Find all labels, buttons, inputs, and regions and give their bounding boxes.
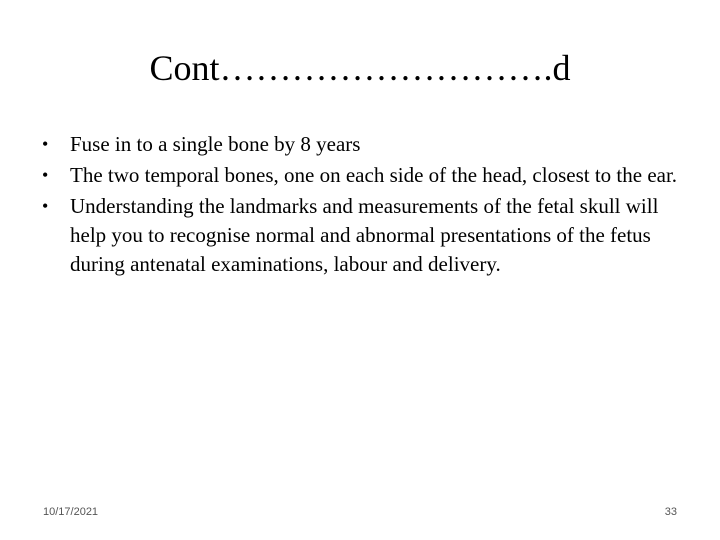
bullet-icon: • [42,134,49,154]
bullet-item-1 [40,130,680,159]
bullet-text: Fuse in to a single bone by 8 years [70,132,361,156]
bullet-text: The two temporal bones, one on each side of the head, closest to the ear. [70,163,678,187]
bullet-item-2 [40,161,680,190]
footer-date: 10/17/2021 [43,506,99,518]
footer-page-number: 33 [664,506,677,518]
slide-title: Cont……………………….d [149,48,571,88]
bullet-text: Understanding the landmarks and measurements of the fetal skull will help you to recognise normal and abnormal presentations of the fetus during antenatal examinations, labour and delivery. [70,194,659,276]
bullet-list [40,130,680,281]
bullet-icon: • [42,196,49,216]
bullet-icon: • [42,165,49,185]
bullet-item-3 [40,192,680,279]
